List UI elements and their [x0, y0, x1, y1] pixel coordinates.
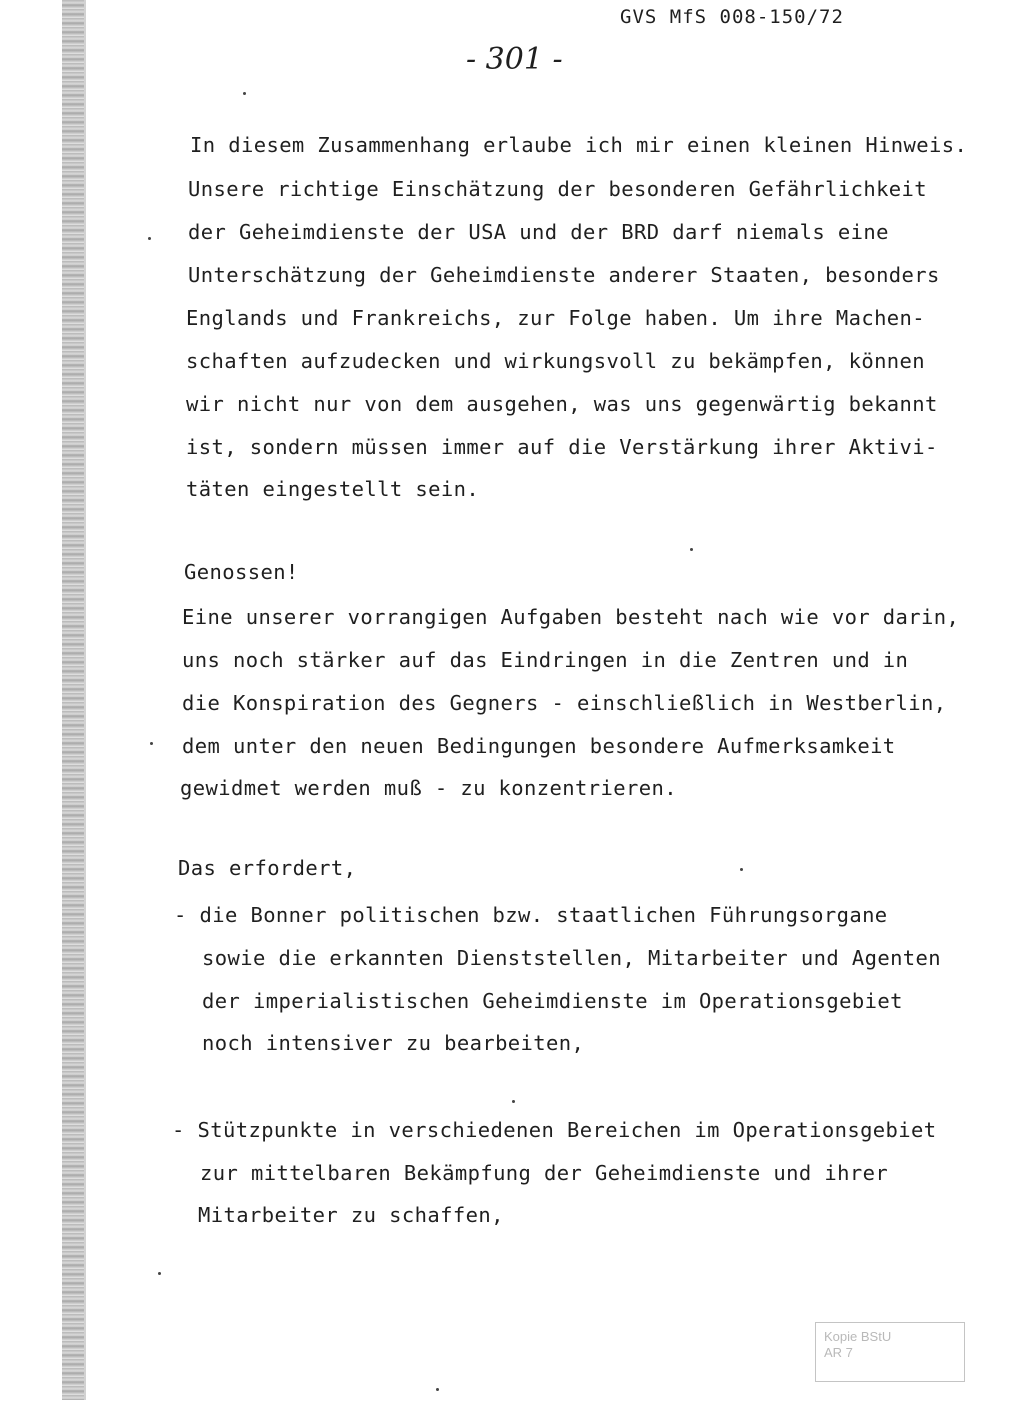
- list-item-line: - Stützpunkte in verschiedenen Bereichen im Operationsgebiet: [172, 1118, 937, 1142]
- text-line: uns noch stärker auf das Eindringen in die Zentren und in: [182, 648, 909, 672]
- scan-speck: [512, 1100, 515, 1103]
- scan-speck: [740, 868, 743, 871]
- list-item-line: - die Bonner politischen bzw. staatlichen Führungsorgane: [174, 903, 888, 927]
- page-number: - 301 -: [466, 42, 563, 77]
- list-item-line: Mitarbeiter zu schaffen,: [198, 1203, 504, 1227]
- list-item-line: der imperialistischen Geheimdienste im Operationsgebiet: [202, 989, 903, 1013]
- text-line: Unsere richtige Einschätzung der besonderen Gefährlichkeit: [188, 177, 928, 201]
- scan-speck: [150, 742, 153, 745]
- document-reference: GVS MfS 008-150/72: [620, 6, 844, 28]
- salutation: Genossen!: [184, 560, 299, 584]
- text-line: ist, sondern müssen immer auf die Verstärkung ihrer Aktivi-: [186, 435, 938, 459]
- text-line: Das erfordert,: [178, 856, 357, 880]
- text-line: In diesem Zusammenhang erlaube ich mir einen kleinen Hinweis.: [190, 133, 968, 157]
- text-line: der Geheimdienste der USA und der BRD darf niemals eine: [188, 220, 889, 244]
- text-line: Englands und Frankreichs, zur Folge haben. Um ihre Machen-: [186, 306, 926, 330]
- list-item-line: zur mittelbaren Bekämpfung der Geheimdienste und ihrer: [200, 1161, 889, 1185]
- scan-edge-line: [84, 0, 86, 1400]
- text-line: wir nicht nur von dem ausgehen, was uns gegenwärtig bekannt: [186, 392, 938, 416]
- text-line: Eine unserer vorrangigen Aufgaben besteht nach wie vor darin,: [182, 605, 960, 629]
- scan-speck: [690, 548, 693, 551]
- list-item-line: noch intensiver zu bearbeiten,: [202, 1031, 585, 1055]
- archive-stamp: [815, 1322, 965, 1382]
- scan-speck: [436, 1388, 439, 1391]
- stamp-line: Kopie BStU: [824, 1329, 892, 1344]
- scan-speck: [158, 1272, 161, 1275]
- text-line: die Konspiration des Gegners - einschließlich in Westberlin,: [182, 691, 947, 715]
- text-line: dem unter den neuen Bedingungen besondere Aufmerksamkeit: [182, 734, 896, 758]
- text-line: täten eingestellt sein.: [186, 477, 480, 501]
- list-item-line: sowie die erkannten Dienststellen, Mitarbeiter und Agenten: [202, 946, 942, 970]
- text-line: gewidmet werden muß - zu konzentrieren.: [180, 776, 677, 800]
- text-line: Unterschätzung der Geheimdienste anderer Staaten, besonders: [188, 263, 940, 287]
- stamp-line: AR 7: [824, 1345, 853, 1360]
- scan-speck: [243, 92, 246, 95]
- text-line: schaften aufzudecken und wirkungsvoll zu bekämpfen, können: [186, 349, 926, 373]
- scan-speck: [148, 237, 151, 240]
- scan-edge-shadow: [62, 0, 84, 1400]
